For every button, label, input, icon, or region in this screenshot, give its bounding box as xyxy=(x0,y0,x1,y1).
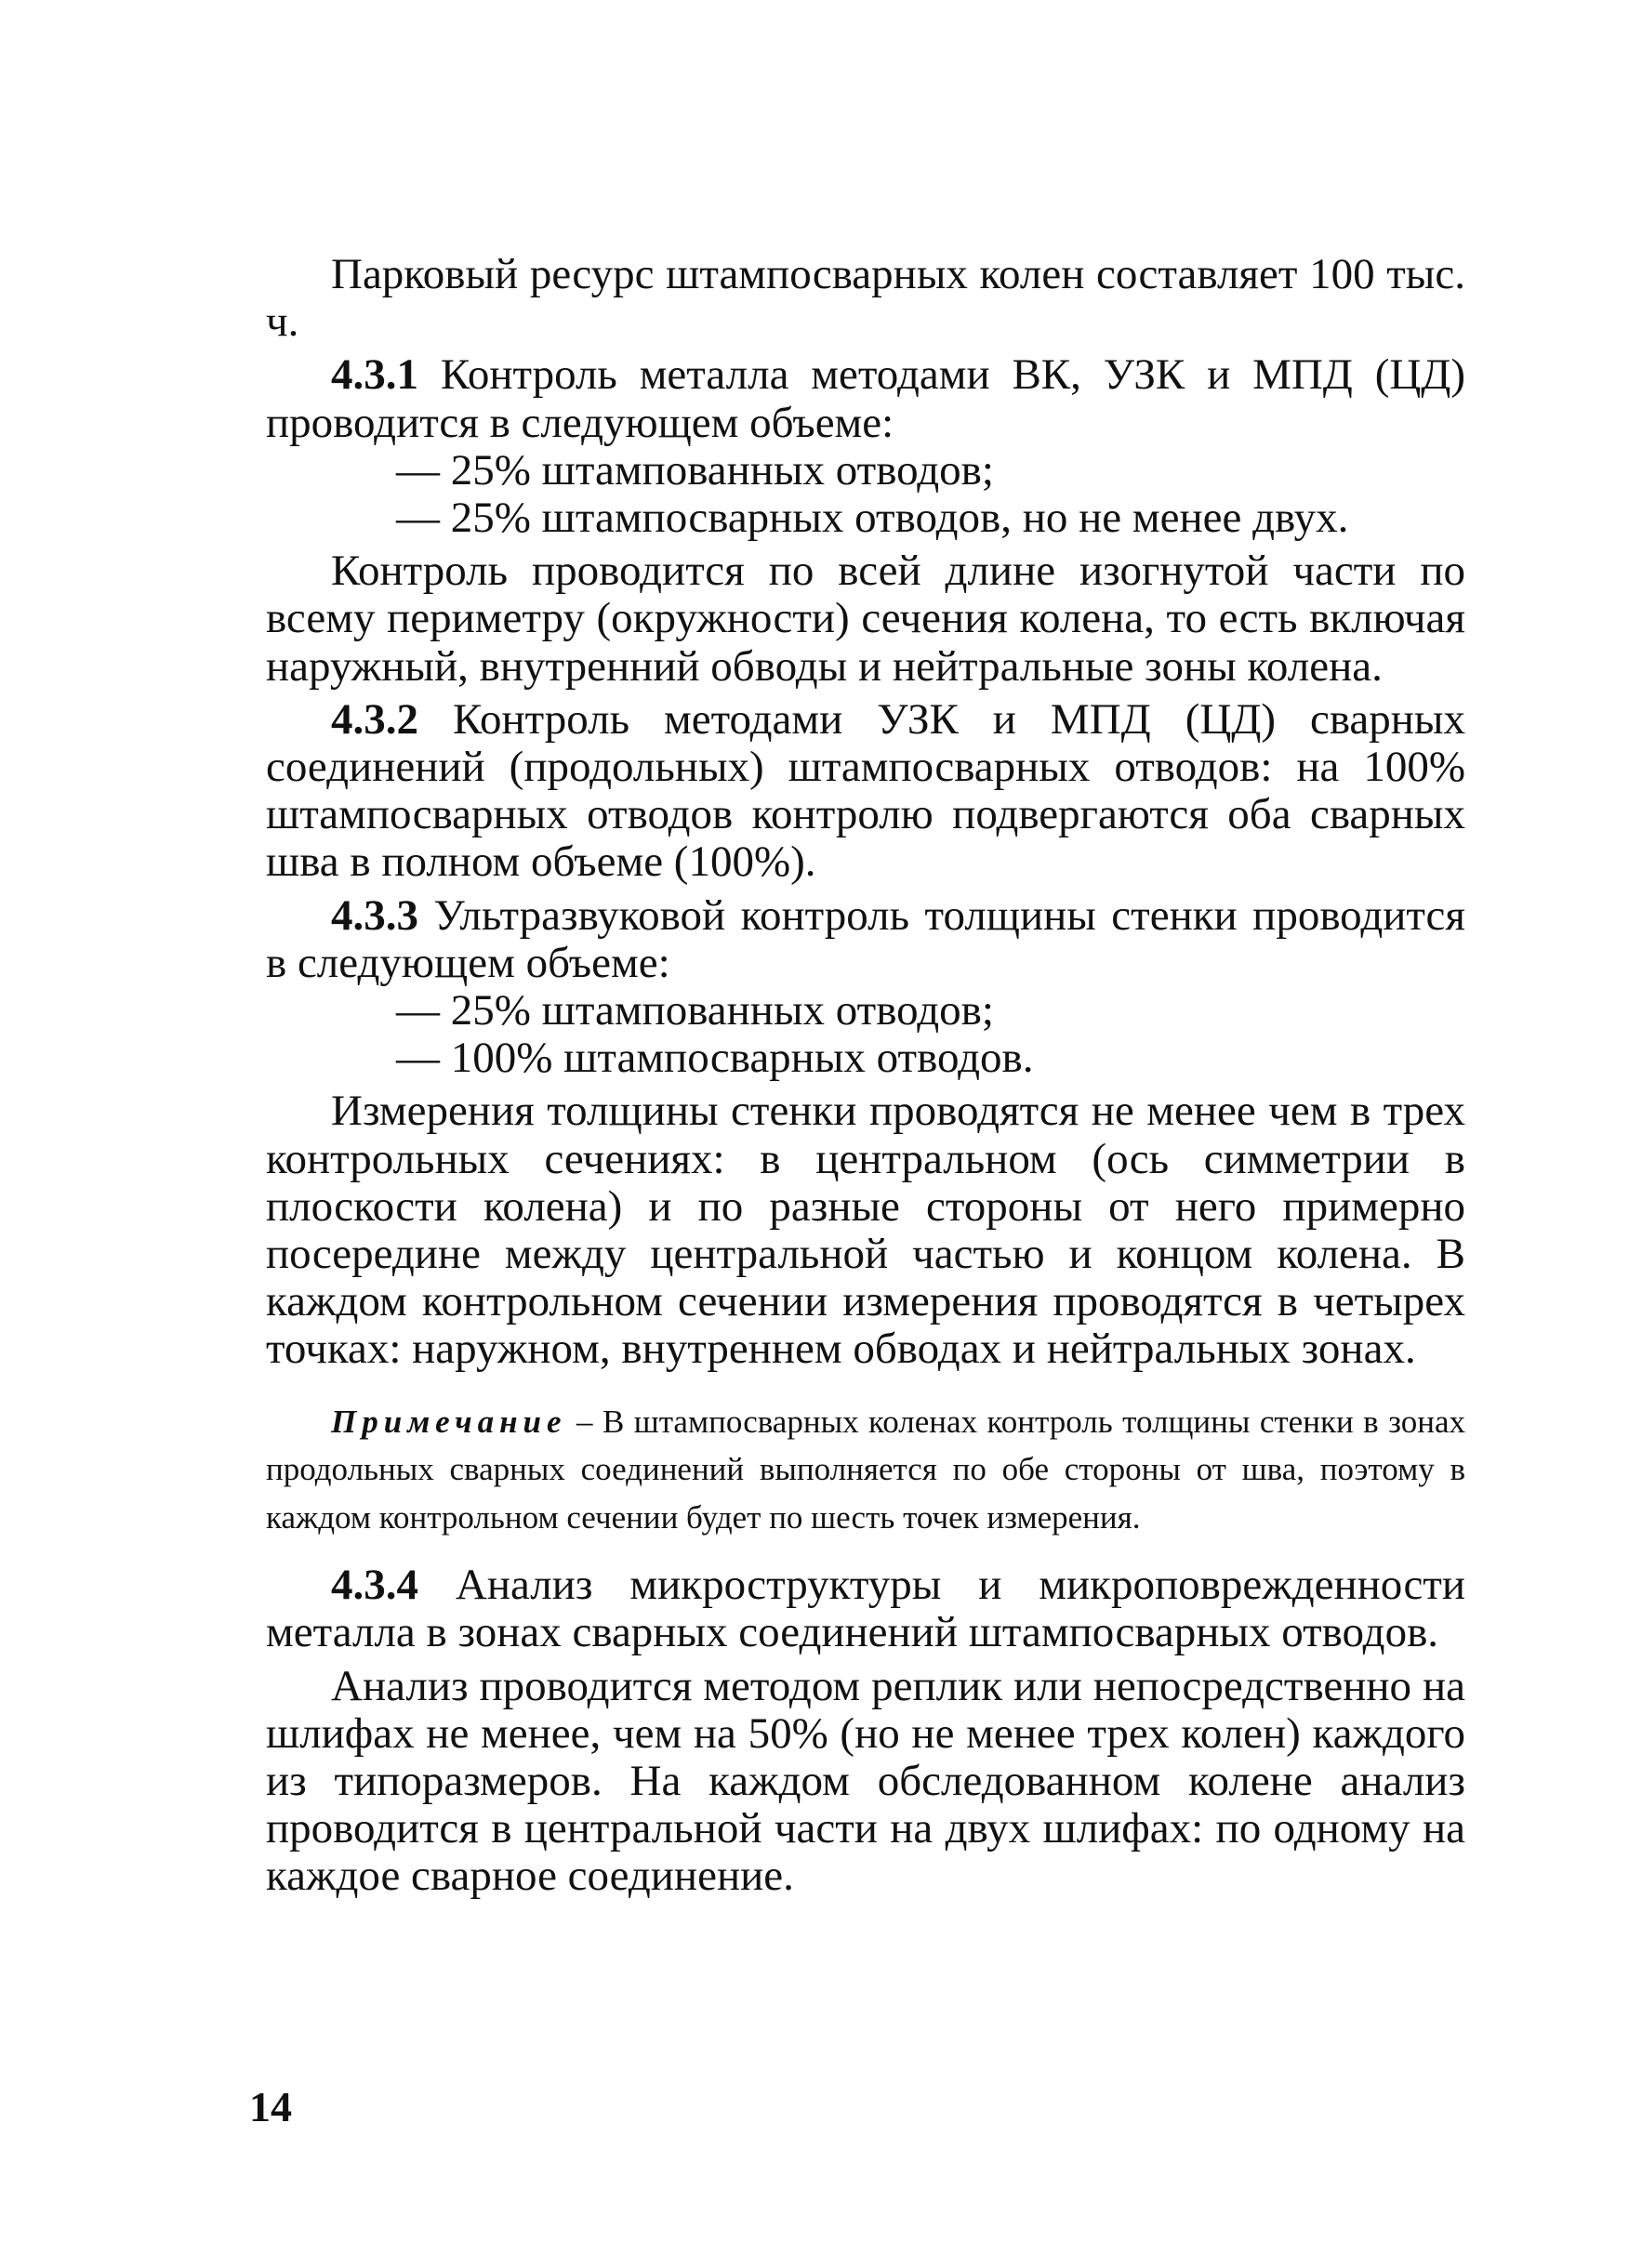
list-item: — 25% штампованных отводов; xyxy=(396,445,994,494)
section-number: 4.3.2 xyxy=(331,694,418,744)
section-number: 4.3.1 xyxy=(331,350,418,400)
section-4-3-3 xyxy=(266,892,1465,987)
note-label: Примечание xyxy=(331,1403,567,1440)
list-item: — 25% штампосварных отводов, но не менее двух. xyxy=(396,494,1349,543)
section-text: Анализ микроструктуры и микроповрежденности металла в зонах сварных соединений штампосварных отводов. xyxy=(266,1561,1465,1657)
note-block xyxy=(266,1398,1465,1542)
section-4-3-4 xyxy=(266,1562,1465,1656)
note-text: – В штампосварных коленах контроль толщины стенки в зонах продольных сварных соединений выполняется по обе стороны от шва, поэтому в каждом контрольном сечении будет по шесть точек измерения. xyxy=(266,1403,1465,1536)
page-body xyxy=(266,251,1465,1901)
section-number: 4.3.3 xyxy=(331,890,418,940)
intro-paragraph: Парковый ресурс штампосварных колен составляет 100 тыс. ч. xyxy=(266,250,1465,347)
paragraph: Контроль проводится по всей длине изогнутой части по всему периметру (окружности) сечения колена, то есть включая наружный, внутренний обводы и нейтральные зоны колена. xyxy=(266,547,1465,691)
section-4-3-2 xyxy=(266,696,1465,887)
paragraph: Анализ проводится методом реплик или непосредственно на шлифах не менее, чем на 50% (но не менее трех колен) каждого из типоразмеров. На каждом обследованном колене анализ проводится в центральной части на двух шлифах: по одному на каждое сварное соединение. xyxy=(266,1661,1465,1901)
list-item: — 100% штампосварных отводов. xyxy=(396,1034,1034,1083)
page-number: 14 xyxy=(249,2083,292,2130)
list-item: — 25% штампованных отводов; xyxy=(396,986,994,1035)
section-number: 4.3.4 xyxy=(331,1561,418,1610)
paragraph: Измерения толщины стенки проводятся не менее чем в трех контрольных сечениях: в центральном (ось симметрии в плоскости колена) и по разные стороны от него примерно посередине между центральной частью и концом колена. В каждом контрольном сечении измерения проводятся в четырех точках: наружном, внутреннем обводах и нейтральных зонах. xyxy=(266,1087,1465,1374)
section-text: Ультразвуковой контроль толщины стенки проводится в следующем объеме: xyxy=(266,890,1465,987)
section-4-3-1 xyxy=(266,351,1465,446)
section-text: Контроль металла методами ВК, УЗК и МПД (ЦД) проводится в следующем объеме: xyxy=(266,350,1465,447)
section-text: Контроль методами УЗК и МПД (ЦД) сварных соединений (продольных) штампосварных отводов: на 100% штампосварных отводов контролю подвергаются оба сварных шва в полном объеме (100%). xyxy=(266,694,1465,887)
